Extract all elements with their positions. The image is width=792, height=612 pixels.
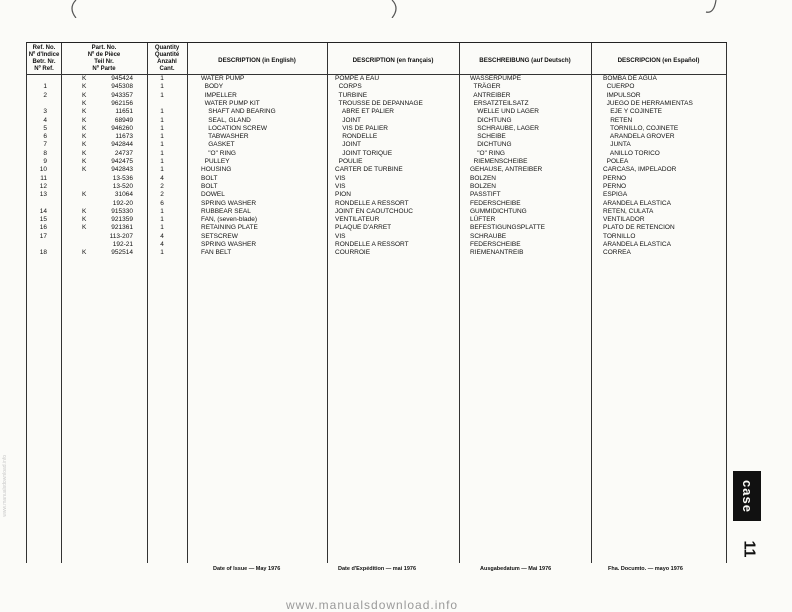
quantity-cell: 1	[160, 133, 164, 141]
part-no-cell: 952514	[111, 249, 133, 257]
german-desc-cell: GUMMIDICHTUNG	[470, 207, 527, 215]
part-no-cell: 31064	[114, 191, 133, 199]
ref-no-cell: 7	[43, 141, 47, 149]
german-desc-cell: SCHRAUBE, LAGER	[470, 124, 539, 132]
page-number	[736, 537, 760, 561]
french-header: DESCRIPTION (en français)	[352, 57, 434, 64]
quantity-header	[147, 45, 187, 73]
english-desc-cell: SPRING WASHER	[201, 199, 257, 207]
quantity-cell: 1	[160, 158, 164, 165]
german-desc-cell: SCHRAUBE	[470, 232, 507, 240]
footer-date-german: Ausgabedatum — Mai 1976	[480, 566, 552, 572]
part-no-cell: 11651	[115, 108, 133, 116]
kit-flag-cell: K	[82, 166, 87, 174]
ref-no-cell: 14	[39, 207, 47, 215]
ref-no-cell: 8	[43, 149, 47, 157]
english-desc-cell: PULLEY	[201, 158, 230, 165]
ref-no-cell: 3	[43, 108, 47, 116]
table-row	[27, 191, 727, 199]
quantity-cell: 4	[160, 232, 164, 240]
ref-no-cell: 5	[43, 124, 47, 132]
german-desc-cell: GEHAUSE, ANTREIBER	[470, 166, 543, 174]
quantity-cell: 6	[160, 199, 164, 207]
french-desc-cell: RONDELLE	[335, 133, 378, 141]
english-desc-cell: LOCATION SCREW	[201, 124, 267, 132]
page-number-text: 11	[739, 540, 757, 558]
kit-flag-cell: K	[82, 216, 87, 224]
kit-flag-cell: K	[82, 75, 87, 82]
german-desc-cell: ERSATZTEILSATZ	[470, 99, 529, 107]
spanish-desc-cell: CUERPO	[603, 83, 635, 91]
english-desc-cell: BOLT	[201, 182, 218, 190]
table-row	[27, 183, 727, 191]
spanish-desc-cell: PERNO	[603, 182, 627, 190]
english-desc-cell: IMPELLER	[201, 91, 237, 99]
french-desc-cell: RONDELLE A RESSORT	[335, 241, 409, 248]
punch-hole-right	[704, 0, 718, 18]
table-row	[27, 92, 727, 100]
spanish-desc-cell: RETEN, CULATA	[603, 207, 654, 215]
ref-no-header	[27, 45, 61, 73]
ref-no-cell: 1	[43, 83, 47, 91]
french-desc-cell: COURROIE	[335, 249, 371, 257]
part-no-cell: 11673	[115, 133, 133, 141]
quantity-cell: 1	[160, 91, 164, 99]
punch-hole-center	[388, 0, 402, 18]
english-desc-cell: SETSCREW	[201, 232, 238, 240]
quantity-cell: 1	[160, 124, 164, 132]
english-header: DESCRIPTION (in English)	[218, 57, 296, 64]
table-row	[27, 216, 727, 224]
ref-no-header-line: Ref. No.	[32, 45, 56, 51]
german-desc-cell: FEDERSCHEIBE	[470, 199, 521, 207]
table-row	[27, 166, 727, 174]
quantity-cell: 1	[160, 249, 164, 257]
part-no-header-line: Nº de Pièce	[87, 52, 121, 58]
quantity-cell: 4	[160, 174, 164, 182]
spanish-desc-cell: ARANDELA GROVER	[603, 133, 675, 141]
table-row	[27, 241, 727, 249]
ref-no-header-line: Nº d'Indice	[28, 52, 60, 58]
german-desc-cell: "O" RING	[470, 149, 505, 157]
part-no-cell: 192-21	[112, 241, 133, 248]
quantity-cell: 1	[160, 216, 164, 224]
french-desc-cell: VIS	[335, 232, 346, 240]
part-no-cell: 113-207	[109, 232, 133, 240]
english-desc-cell: DOWEL	[201, 191, 225, 199]
spanish-desc-cell: TORNILLO	[603, 232, 636, 240]
kit-flag-cell: K	[82, 83, 87, 91]
ref-no-header-line: Betr. Nr.	[32, 59, 56, 65]
french-desc-cell: JOINT TORIQUE	[335, 149, 393, 157]
english-desc-cell: WATER PUMP KIT	[201, 99, 260, 107]
german-desc-cell: BOLZEN	[470, 182, 497, 190]
table-row	[27, 224, 727, 232]
german-desc-cell: WASSERPUMPE	[470, 75, 522, 82]
ref-no-cell: 13	[39, 191, 47, 199]
part-no-cell: 946260	[111, 124, 133, 132]
german-desc-cell: WELLE UND LAGER	[470, 108, 539, 116]
quantity-header-line: Quantité	[154, 52, 180, 58]
english-desc-cell: HOUSING	[201, 166, 232, 174]
english-desc-cell: BODY	[201, 83, 224, 91]
german-header: BESCHREIBUNG (auf Deutsch)	[479, 57, 571, 64]
part-no-cell: 24737	[114, 149, 133, 157]
english-desc-cell: SPRING WASHER	[201, 241, 257, 248]
table-row	[27, 208, 727, 216]
spanish-desc-cell: ESPIGA	[603, 191, 628, 199]
quantity-header-line: Quantity	[154, 45, 180, 51]
ref-no-cell: 18	[39, 249, 47, 257]
spanish-desc-cell: ARANDELA ELASTICA	[603, 241, 671, 248]
german-desc-cell: TRÄGER	[470, 83, 501, 91]
quantity-header-line: Anzahl	[157, 59, 177, 65]
part-no-header-line: Part. No.	[91, 45, 117, 51]
english-desc-cell: SHAFT AND BEARING	[201, 108, 276, 116]
english-desc-cell: "O" RING	[201, 149, 236, 157]
english-desc-cell: FAN BELT	[201, 249, 232, 257]
german-desc-cell: RIEMENANTREIB	[470, 249, 524, 257]
quantity-cell: 2	[160, 182, 164, 190]
kit-flag-cell: K	[82, 99, 87, 107]
german-desc-cell: FEDERSCHEIBE	[470, 241, 521, 248]
part-no-cell: 942475	[111, 158, 133, 165]
english-desc-cell: FAN, (seven-blade)	[201, 216, 257, 224]
kit-flag-cell: K	[82, 108, 87, 116]
ref-no-cell: 16	[39, 224, 47, 232]
german-desc-cell: SCHEIBE	[470, 133, 506, 141]
part-no-cell: 945308	[111, 83, 133, 91]
footer-date-english: Date of Issue — May 1976	[213, 566, 281, 572]
part-no-cell: 942843	[111, 166, 133, 174]
part-no-cell: 945424	[111, 75, 133, 82]
spanish-desc-cell: ANILLO TORICO	[603, 149, 660, 157]
logo-text: case	[739, 479, 755, 513]
ref-no-cell: 12	[39, 182, 47, 190]
french-desc-cell: TROUSSE DE DEPANNAGE	[335, 99, 423, 107]
french-desc-cell: PLAQUE D'ARRET	[335, 224, 392, 232]
kit-flag-cell: K	[82, 124, 87, 132]
quantity-header-line: Cant.	[159, 66, 175, 72]
spanish-desc-cell: POLEA	[603, 158, 629, 165]
table-row	[27, 249, 727, 257]
kit-flag-cell: K	[82, 141, 87, 149]
table-row	[27, 133, 727, 141]
english-desc-cell: RETAINING PLATE	[201, 224, 258, 232]
spanish-desc-cell: PERNO	[603, 174, 627, 182]
part-no-header-line: Teil Nr.	[94, 59, 114, 65]
english-desc-cell: WATER PUMP	[201, 75, 245, 82]
part-no-cell: 962156	[111, 99, 133, 107]
french-desc-cell: CARTER DE TURBINE	[335, 166, 403, 174]
german-desc-cell: PASSTIFT	[470, 191, 501, 199]
french-desc-cell: PION	[335, 191, 351, 199]
french-desc-cell: VENTILATEUR	[335, 216, 380, 224]
table-row	[27, 125, 727, 133]
ref-no-cell: 10	[39, 166, 47, 174]
english-desc-cell: GASKET	[201, 141, 235, 149]
spanish-desc-cell: JUEGO DE HERRAMIENTAS	[603, 99, 693, 107]
german-desc-cell: ANTREIBER	[470, 91, 511, 99]
french-desc-cell: JOINT	[335, 116, 361, 124]
ref-no-cell: 9	[43, 158, 47, 165]
quantity-cell: 1	[160, 149, 164, 157]
part-no-cell: 921361	[111, 224, 133, 232]
ref-no-cell: 11	[40, 174, 47, 182]
ref-no-cell: 15	[39, 216, 47, 224]
french-desc-cell: POULIE	[335, 158, 363, 165]
footer-date-spanish: Fha. Documto. — mayo 1976	[608, 566, 683, 572]
quantity-cell: 2	[160, 191, 164, 199]
side-watermark: www.manualsdownload.info	[2, 455, 8, 517]
ref-no-cell: 6	[43, 133, 47, 141]
table-row	[27, 100, 727, 108]
quantity-cell: 1	[160, 207, 164, 215]
french-desc-cell: CORPS	[335, 83, 362, 91]
part-no-cell: 915330	[111, 207, 133, 215]
kit-flag-cell: K	[82, 158, 87, 165]
kit-flag-cell: K	[82, 249, 87, 257]
part-no-header	[61, 45, 147, 73]
table-row	[27, 117, 727, 125]
spanish-desc-cell: VENTILADOR	[603, 216, 645, 224]
spanish-desc-cell: BOMBA DE AGUA	[603, 75, 657, 82]
german-desc-cell: DICHTUNG	[470, 141, 512, 149]
part-no-cell: 68949	[114, 116, 133, 124]
spanish-desc-cell: JUNTA	[603, 141, 631, 149]
quantity-cell: 1	[160, 224, 164, 232]
kit-flag-cell: K	[82, 191, 87, 199]
spanish-desc-cell: CORREA	[603, 249, 631, 257]
spanish-desc-cell: TORNILLO, COJINETE	[603, 124, 679, 132]
english-desc-cell: SEAL, GLAND	[201, 116, 251, 124]
punch-hole-left	[66, 0, 80, 18]
english-desc-cell: BOLT	[201, 174, 218, 182]
kit-flag-cell: K	[82, 116, 87, 124]
french-desc-cell: VIS	[335, 182, 346, 190]
spanish-desc-cell: CARCASA, IMPELADOR	[603, 166, 677, 174]
table-row	[27, 200, 727, 208]
german-desc-cell: LÜFTER	[470, 216, 496, 224]
part-no-cell: 192-20	[112, 199, 133, 207]
quantity-cell: 1	[160, 75, 164, 82]
table-row	[27, 158, 727, 166]
quantity-cell: 4	[160, 241, 164, 248]
spanish-desc-cell: IMPULSOR	[603, 91, 641, 99]
french-desc-cell: POMPE A EAU	[335, 75, 380, 82]
quantity-cell: 1	[160, 83, 164, 91]
english-desc-cell: TABWASHER	[201, 133, 249, 141]
parts-table	[26, 42, 727, 563]
french-desc-cell: JOINT	[335, 141, 361, 149]
table-row	[27, 141, 727, 149]
french-desc-cell: VIS DE PALIER	[335, 124, 388, 132]
quantity-cell: 1	[160, 166, 164, 174]
case-logo	[733, 471, 761, 521]
table-row	[27, 75, 727, 83]
spanish-desc-cell: PLATO DE RETENCION	[603, 224, 675, 232]
french-desc-cell: TURBINE	[335, 91, 368, 99]
part-no-cell: 13-520	[112, 182, 133, 190]
quantity-cell: 1	[160, 116, 164, 124]
german-desc-cell: RIEMENSCHEIBE	[470, 158, 528, 165]
part-no-cell: 921359	[111, 216, 133, 224]
kit-flag-cell: K	[82, 224, 87, 232]
kit-flag-cell: K	[82, 91, 87, 99]
french-desc-cell: ABRE ET PALIER	[335, 108, 395, 116]
german-desc-cell: BEFESTIGUNGSPLATTE	[470, 224, 546, 232]
footer-date-french: Date d'Expédition — mai 1976	[338, 566, 417, 572]
german-desc-cell: BOLZEN	[470, 174, 497, 182]
table-row	[27, 233, 727, 241]
quantity-cell: 1	[160, 108, 164, 116]
french-desc-cell: VIS	[335, 174, 346, 182]
table-row	[27, 108, 727, 116]
ref-no-cell: 17	[39, 232, 47, 240]
spanish-desc-cell: EJE Y COJINETE	[603, 108, 662, 116]
french-desc-cell: RONDELLE A RESSORT	[335, 199, 409, 207]
part-no-cell: 943357	[111, 91, 133, 99]
kit-flag-cell: K	[82, 133, 87, 141]
table-row	[27, 175, 727, 183]
quantity-cell: 1	[160, 141, 164, 149]
table-row	[27, 150, 727, 158]
kit-flag-cell: K	[82, 149, 87, 157]
spanish-desc-cell: RETEN	[603, 116, 633, 124]
spanish-desc-cell: ARANDELA ELASTICA	[603, 199, 671, 207]
bottom-watermark: www.manualsdownload.info	[286, 598, 459, 612]
ref-no-header-line: Nº Ref.	[34, 66, 54, 72]
ref-no-cell: 4	[43, 116, 47, 124]
table-row	[27, 83, 727, 91]
kit-flag-cell: K	[82, 207, 87, 215]
part-no-cell: 13-536	[112, 174, 133, 182]
spanish-header: DESCRIPCION (en Español)	[617, 57, 700, 64]
french-desc-cell: JOINT EN CAOUTCHOUC	[335, 207, 413, 215]
part-no-cell: 942844	[111, 141, 133, 149]
english-desc-cell: RUBBEAR SEAL	[201, 207, 251, 215]
ref-no-cell: 2	[43, 91, 47, 99]
german-desc-cell: DICHTUNG	[470, 116, 512, 124]
part-no-header-line: Nº Parte	[92, 66, 116, 72]
